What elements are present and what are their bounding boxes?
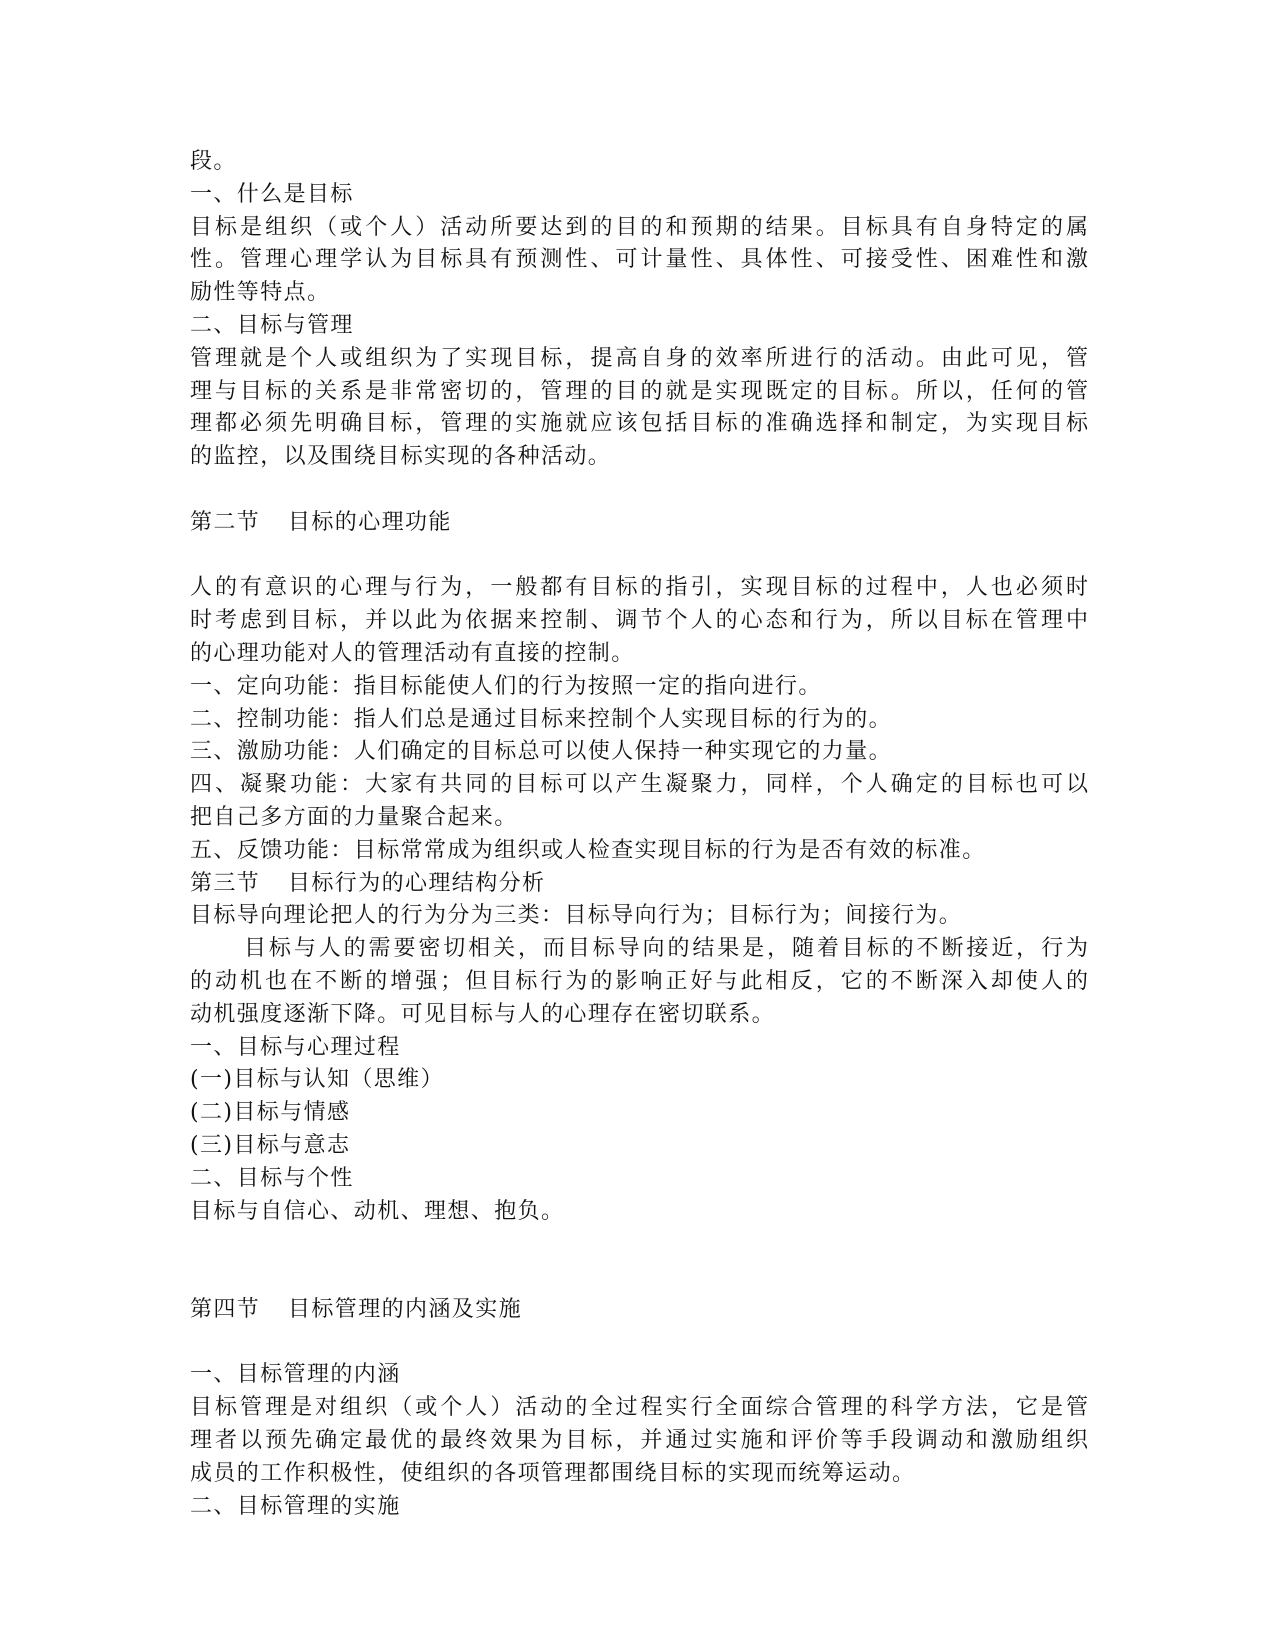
text-line: 目标管理是对组织（或个人）活动的全过程实行全面综合管理的科学方法，它是管 [190,1395,1088,1421]
section-heading [190,1294,1088,1327]
text-line: 把自己多方面的力量聚合起来。 [190,804,518,830]
text-line: 的监控，以及围绕目标实现的各种活动。 [190,444,612,470]
document-page [190,146,1088,1523]
text-line: 段。 [190,149,237,174]
text-line: 目标与人的需要密切相关，而目标导向的结果是，随着目标的不断接近，行为 [244,936,1088,962]
blank-line [190,1261,1088,1294]
text-line: 理与目标的关系是非常密切的，管理的目的就是实现既定的目标。所以，任何的管 [190,378,1088,404]
blank-line [190,1327,1088,1360]
blank-line [190,474,1088,507]
subheading: 二、目标与个性 [190,1165,354,1191]
section-heading [190,507,1088,540]
text-line: 目标导向理论把人的行为分为三类：目标导向行为；目标行为；间接行为。 [190,903,963,929]
text-line: 的动机也在不断的增强；但目标行为的影响正好与此相反，它的不断深入却使人的 [190,968,1088,994]
text-line: 五、反馈功能：目标常常成为组织或人检查实现目标的行为是否有效的标准。 [190,837,986,863]
text-line: 人的有意识的心理与行为，一般都有目标的指引，实现目标的过程中，人也必须时 [190,575,1088,601]
text-line: 励性等特点。 [190,280,331,306]
text-line: (三)目标与意志 [190,1132,351,1158]
blank-line [190,540,1088,573]
text-line: 性。管理心理学认为目标具有预测性、可计量性、具体性、可接受性、困难性和激 [190,247,1088,273]
subheading: 二、目标管理的实施 [190,1493,401,1519]
text-line: 动机强度逐渐下降。可见目标与人的心理存在密切联系。 [190,1001,776,1027]
section-title: 目标管理的内涵及实施 [288,1296,523,1322]
text-line: 目标与自信心、动机、理想、抱负。 [190,1198,565,1224]
section-title: 目标的心理功能 [288,509,452,535]
text-line: 理都必须先明确目标，管理的实施就应该包括目标的准确选择和制定，为实现目标 [190,411,1088,437]
text-line: 三、激励功能：人们确定的目标总可以使人保持一种实现它的力量。 [190,739,893,765]
blank-line [190,1228,1088,1261]
section-number: 第三节 [190,870,261,896]
section-title: 目标行为的心理结构分析 [288,870,546,896]
section-heading [190,868,1088,901]
text-line: 时考虑到目标，并以此为依据来控制、调节个人的心态和行为，所以目标在管理中 [190,608,1088,634]
section-number: 第二节 [190,509,261,535]
text-line: 目标是组织（或个人）活动所要达到的目的和预期的结果。目标具有自身特定的属 [190,214,1088,240]
text-line: 二、控制功能：指人们总是通过目标来控制个人实现目标的行为的。 [190,706,893,732]
subheading: 一、什么是目标 [190,181,354,207]
text-line: 管理就是个人或组织为了实现目标，提高自身的效率所进行的活动。由此可见，管 [190,345,1088,371]
subheading: 一、目标管理的内涵 [190,1362,401,1388]
text-line: 成员的工作积极性，使组织的各项管理都围绕目标的实现而统筹运动。 [190,1460,916,1486]
section-number: 第四节 [190,1296,261,1322]
text-line: 一、定向功能：指目标能使人们的行为按照一定的指向进行。 [190,673,822,699]
subheading: 一、目标与心理过程 [190,1034,401,1060]
text-line: (二)目标与情感 [190,1100,351,1126]
text-line: (一)目标与认知（思维） [190,1067,444,1093]
subheading: 二、目标与管理 [190,312,354,338]
text-line: 四、凝聚功能：大家有共同的目标可以产生凝聚力，同样，个人确定的目标也可以 [190,772,1088,798]
text-line: 的心理功能对人的管理活动有直接的控制。 [190,640,635,666]
text-line: 理者以预先确定最优的最终效果为目标，并通过实施和评价等手段调动和激励组织 [190,1428,1088,1454]
